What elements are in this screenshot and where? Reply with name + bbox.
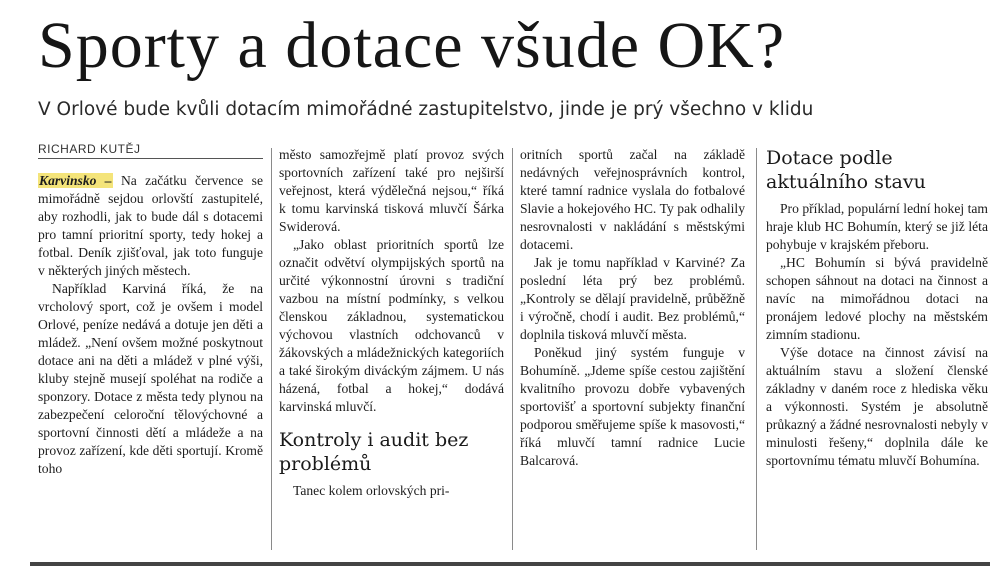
subtitle: V Orlové bude kvůli dotacím mimořádné zastupitelstvo, jinde je prý všechno v klidu bbox=[38, 99, 814, 120]
subheading: Dotace podle aktuálního stavu bbox=[766, 147, 926, 193]
column-2 bbox=[279, 146, 504, 556]
paragraph: Pro příklad, populární lední hokej tam hraje klub HC Bohumín, který se již léta pohybuje v krajském přeboru. bbox=[766, 201, 988, 252]
column-divider bbox=[756, 148, 757, 550]
headline: Sporty a dotace všude OK? bbox=[38, 9, 786, 82]
byline: RICHARD KUTĚJ bbox=[38, 142, 263, 159]
column-3 bbox=[520, 146, 745, 556]
paragraph: oritních sportů začal na základě nedávných veřejnosprávních kontrol, které tamní radnice vyslala do fotbalové Slavie a hokejového HC. Ty pak odhalily nesrovnalosti v nakládání s městskými dotacemi. bbox=[520, 147, 745, 252]
placename: Karvinsko – bbox=[39, 173, 112, 188]
paragraph: Poněkud jiný systém funguje v Bohumíně. „Jdeme spíše cestou zajištění kvalitního provozu dobře vybavených sportovišť a sportovní subjekty finanční podporou směřujeme spíše k masovosti,“ říká mluvčí tamní radnice Lucie Balcarová. bbox=[520, 345, 745, 468]
paragraph: „HC Bohumín si bývá pravidelně schopen sáhnout na dotaci na činnost a navíc na mimořádnou dotaci na pronájem ledové plochy na městském zimním stadionu. bbox=[766, 255, 988, 342]
paragraph: Například Karviná říká, že na vrcholový sport, což je ovšem i model Orlové, peníze nedává a dotuje jen děti a mládež. „Není ovšem možné poskytnout dotace ani na děti a mládež v plné výši, kluby stejně musejí spoléhat na rodiče a sponzory. Dotace z města tedy plynou na zabezpečení celoroční tělovýchovné a sportovní činnosti dětí a mládeže a na provoz zařízení, kde děti sportují. Kromě toho bbox=[38, 281, 263, 476]
column-divider bbox=[512, 148, 513, 550]
column-4 bbox=[766, 146, 988, 556]
column-divider bbox=[271, 148, 272, 550]
paragraph: Tanec kolem orlovských pri- bbox=[293, 483, 450, 498]
paragraph bbox=[38, 172, 263, 280]
paragraph: „Jako oblast prioritních sportů lze označit odvětví olympijských sportů na určité výkonnostní úrovni s tradiční vazbou na místní podmínky, s velkou členskou základnou, systematickou výchovou vlastních odchovanců v žákovských a mládežnických kategoriích a také širokým diváckým zájmem. U nás házená, fotbal a hokej,“ dodává karvinská mluvčí. bbox=[279, 237, 504, 414]
column-1 bbox=[38, 172, 263, 556]
paragraph: město samozřejmě platí provoz svých sportovních zařízení také pro nejširší veřejnost, která výdělečná nejsou,“ říká k tomu karvinská tisková mluvčí Šárka Swiderová. bbox=[279, 147, 504, 234]
subheading: Kontroly i audit bez problémů bbox=[279, 429, 469, 475]
paragraph: Výše dotace na činnost závisí na aktuálním stavu a složení členské základny v daném roce z hlediska věku a výkonnosti. Systém je absolutně průkazný a žádné nesrovnalosti nebyly v minulosti řešeny,“ doplnila dále ke sportovnímu tématu mluvčí Bohumína. bbox=[766, 345, 988, 468]
bottom-rule bbox=[30, 562, 990, 566]
paragraph: Jak je tomu například v Karviné? Za poslední léta prý bez problémů. „Kontroly se dělají pravidelně, průběžně i výročně, chodí i audit. Bez problémů,“ doplnila tisková mluvčí města. bbox=[520, 255, 745, 342]
paragraph-text: Na začátku července se mimořádně sejdou orlovští zastupitelé, aby rozhodli, jak to bude dál s dotacemi pro tamní prioritní sporty, tedy hokej a fotbal. Deník zjišťoval, jak toto funguje v některých jiných městech. bbox=[38, 173, 263, 278]
